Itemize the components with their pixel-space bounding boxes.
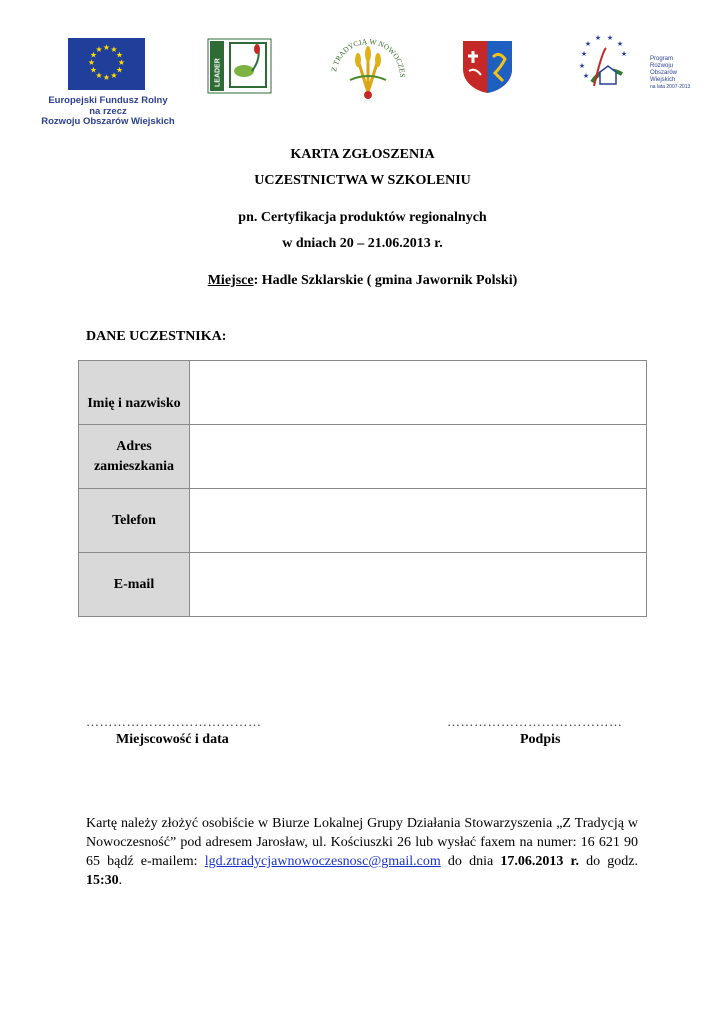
signature-label: Podpis	[520, 732, 561, 747]
field-label-text: Adres	[116, 438, 152, 454]
field-label-text: Telefon	[112, 512, 156, 528]
svg-text:★: ★	[117, 58, 126, 67]
field-label-text: Imię i nazwisko	[87, 396, 181, 411]
svg-text:★: ★	[87, 58, 96, 67]
svg-text:★: ★	[616, 40, 624, 48]
place-date-dots: …………………………………	[86, 714, 262, 729]
field-label-phone	[79, 489, 190, 553]
form-row-name	[79, 361, 647, 425]
svg-text:★: ★	[102, 73, 111, 82]
instructions-text: .	[118, 873, 123, 888]
instructions-text: do dnia	[440, 854, 501, 869]
field-label-name	[79, 361, 190, 425]
svg-text:★: ★	[110, 71, 118, 80]
title-line-2: UCZESTNICTWA W SZKOLENIU	[254, 173, 471, 188]
svg-text:★: ★	[594, 34, 602, 42]
field-label-email	[79, 553, 190, 617]
instructions-text: Kartę należy złożyć osobiście w Biurze Lokalnej Grupy Działania Stowarzyszenia „Z Tradycją w Nowoczesność” pod adresem Jarosław, ul. Kościuszki 26 lub wysłać faxem na numer: 16 621 90 65 bądź e-mailem:	[86, 816, 638, 869]
svg-text:★: ★	[580, 50, 588, 58]
podkarpackie-crest-icon	[459, 37, 516, 94]
eu-fund-caption	[30, 96, 186, 128]
prow-logo-icon	[572, 34, 691, 94]
eu-flag-icon	[68, 38, 145, 90]
form-row-email	[79, 553, 647, 617]
svg-text:★: ★	[102, 43, 111, 52]
svg-text:Z TRADYCJĄ W NOWOCZESNOŚĆ	[322, 32, 407, 78]
signature-dots: …………………………………	[447, 714, 623, 729]
course-name: pn. Certyfikacja produktów regionalnych	[238, 210, 487, 225]
email-link[interactable]: lgd.ztradycjawnowoczesnosc@gmail.com	[204, 854, 441, 869]
place-value: : Hadle Szklarskie ( gmina Jawornik Polski)	[253, 273, 518, 288]
course-place	[0, 272, 725, 290]
submission-instructions	[86, 814, 638, 890]
svg-text:★: ★	[584, 40, 592, 48]
field-value-address[interactable]	[190, 425, 647, 489]
field-value-phone[interactable]	[190, 489, 647, 553]
svg-text:★: ★	[89, 65, 98, 75]
instructions-text: do godz.	[578, 854, 639, 869]
lgd-logo-text: Z TRADYCJĄ W NOWOCZES	[329, 36, 408, 78]
svg-text:★: ★	[582, 72, 590, 80]
svg-text:★: ★	[89, 50, 98, 60]
eu-caption-line: Rozwoju Obszarów Wiejskich	[41, 116, 175, 127]
form-row-address	[79, 425, 647, 489]
svg-text:★: ★	[95, 71, 103, 80]
leader-logo-text: LEADER	[214, 58, 222, 87]
place-date-label: Miejscowość i data	[116, 732, 229, 747]
svg-text:★: ★	[606, 34, 614, 42]
svg-text:★: ★	[115, 50, 124, 60]
eu-caption-line: na rzecz	[89, 105, 127, 117]
field-label-text: zamieszkania	[93, 458, 175, 474]
title-line-1: KARTA ZGŁOSZENIA	[290, 147, 435, 162]
svg-text:★: ★	[115, 65, 124, 75]
deadline-date: 17.06.2013 r.	[500, 854, 579, 869]
prow-caption-line: Program	[650, 56, 674, 62]
course-dates: w dniach 20 – 21.06.2013 r.	[282, 236, 443, 251]
leader-logo-icon	[208, 39, 271, 93]
svg-text:★: ★	[620, 50, 628, 58]
form-row-phone	[79, 489, 647, 553]
field-label-address	[79, 425, 190, 489]
participant-form-table	[78, 360, 647, 617]
eu-caption-line: Europejski Fundusz Rolny	[48, 95, 168, 106]
field-label-text: E-mail	[113, 576, 155, 592]
deadline-time: 15:30	[86, 873, 119, 888]
section-title: DANE UCZESTNIKA:	[86, 329, 227, 344]
prow-caption-line: Rozwoju	[650, 63, 674, 69]
svg-text:★: ★	[578, 62, 586, 70]
prow-caption-line: na lata 2007-2013	[650, 84, 691, 90]
field-value-email[interactable]	[190, 553, 647, 617]
lgd-wheat-logo-icon	[322, 32, 414, 102]
field-value-name[interactable]	[190, 361, 647, 425]
prow-caption-line: Obszarów	[650, 70, 678, 76]
svg-text:★: ★	[95, 45, 103, 54]
place-label: Miejsce	[207, 273, 254, 288]
prow-caption-line: Wiejskich	[650, 77, 676, 83]
svg-text:★: ★	[110, 45, 118, 54]
